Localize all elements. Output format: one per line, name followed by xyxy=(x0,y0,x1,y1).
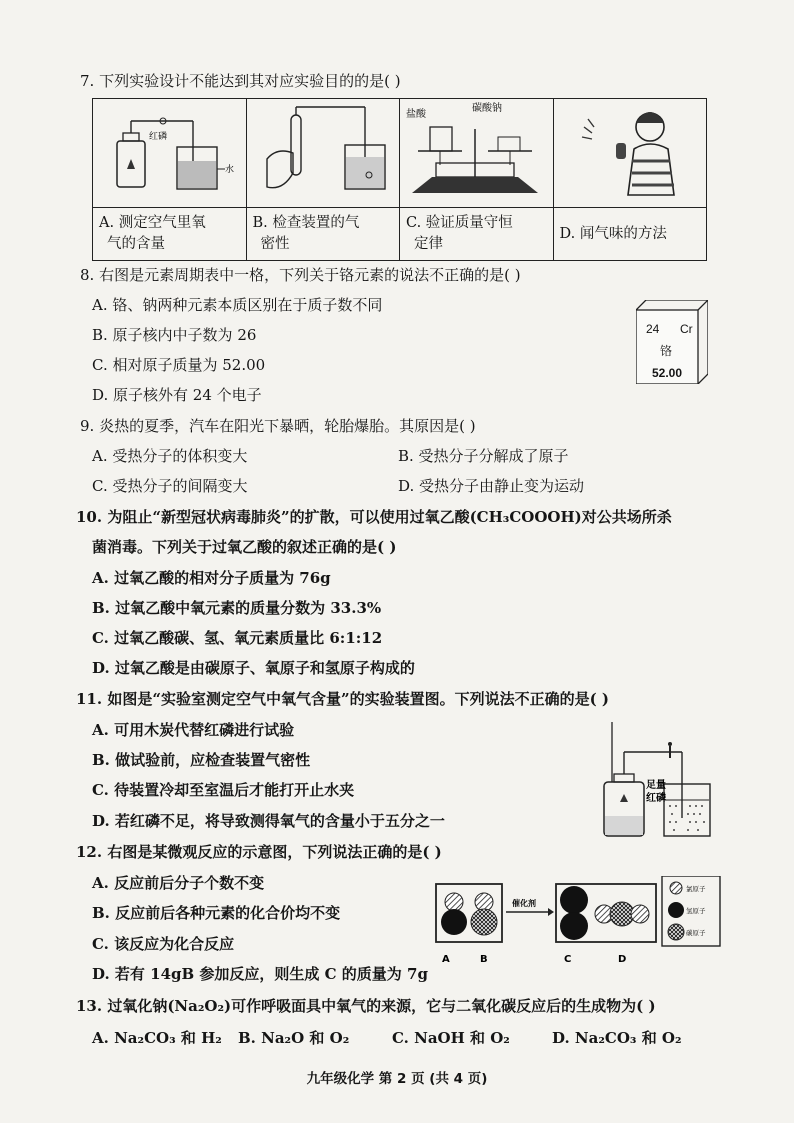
q13-option-d: D. Na₂CO₃ 和 O₂ xyxy=(552,1029,682,1047)
q10-stem-2: 菌消毒。下列关于过氧乙酸的叙述正确的是( ) xyxy=(92,538,397,556)
q8-stem: 8. 右图是元素周期表中一格，下列关于铬元素的说法不正确的是( ) xyxy=(80,266,521,284)
q7-label-acid: 盐酸 xyxy=(406,109,426,120)
q9-option-a: A. 受热分子的体积变大 xyxy=(92,447,248,465)
q13-option-a: A. Na₂CO₃ 和 H₂ xyxy=(92,1029,222,1047)
q12-letter-c: C xyxy=(564,954,572,965)
cell-name: 铬 xyxy=(660,344,673,358)
q10-option-b: B. 过氧乙酸中氧元素的质量分数为 33.3% xyxy=(92,599,382,617)
q8-option-a: A. 铬、钠两种元素本质区别在于质子数不同 xyxy=(92,296,383,314)
q13-option-b: B. Na₂O 和 O₂ xyxy=(238,1029,350,1047)
q11-stem: 11. 如图是“实验室测定空气中氧气含量”的实验装置图。下列说法不正确的是( ) xyxy=(76,690,609,708)
q9-option-b: B. 受热分子分解成了原子 xyxy=(398,447,569,465)
q11-label-1: 足量 xyxy=(646,780,666,791)
q7-option-c xyxy=(400,208,554,261)
q7-option-b xyxy=(246,208,400,261)
q7-option-a-line2: 气的含量 xyxy=(107,236,165,252)
q13-stem: 13. 过氧化钠(Na₂O₂)可作呼吸面具中氧气的来源，它与二氧化碳反应后的生成物为( ) xyxy=(76,997,656,1015)
q8-option-b: B. 原子核内中子数为 26 xyxy=(92,326,257,344)
q12-option-c: C. 该反应为化合反应 xyxy=(92,935,235,953)
q12-catalyst-label: 催化剂 xyxy=(512,899,536,908)
q11-apparatus xyxy=(590,722,718,842)
q12-option-b: B. 反应前后各种元素的化合价均不变 xyxy=(92,904,341,922)
q7-option-a-line1: A. 测定空气里氧 xyxy=(99,215,206,231)
q11-option-c: C. 待装置冷却至室温后才能打开止水夹 xyxy=(92,781,355,799)
q11-option-b: B. 做试验前，应检查装置气密性 xyxy=(92,751,311,769)
q12-letter-a: A xyxy=(442,954,450,965)
q7-image-c xyxy=(400,99,554,208)
q10-option-d: D. 过氧乙酸是由碳原子、氧原子和氢原子构成的 xyxy=(92,659,415,677)
q11-label-2: 红磷 xyxy=(646,793,666,804)
q7-option-b-line1: B. 检查装置的气 xyxy=(252,215,360,231)
q12-option-a: A. 反应前后分子个数不变 xyxy=(92,874,265,892)
q10-option-c: C. 过氧乙酸碳、氢、氧元素质量比 6:1:12 xyxy=(92,629,383,647)
q10-option-a: A. 过氧乙酸的相对分子质量为 76g xyxy=(92,569,331,587)
q7-image-b xyxy=(246,99,400,208)
periodic-cell-cr xyxy=(636,300,708,384)
q12-legend-2: 氢原子 xyxy=(686,907,706,915)
q8-option-d: D. 原子核外有 24 个电子 xyxy=(92,386,262,404)
q9-option-c: C. 受热分子的间隔变大 xyxy=(92,477,248,495)
q7-option-a xyxy=(93,208,247,261)
q12-option-d: D. 若有 14gB 参加反应，则生成 C 的质量为 7g xyxy=(92,965,428,983)
q7-table xyxy=(92,98,707,261)
cell-symbol: Cr xyxy=(680,322,693,336)
q9-option-d: D. 受热分子由静止变为运动 xyxy=(398,477,585,495)
cell-atomic-number: 24 xyxy=(646,322,660,336)
q7-label-red-p: 红磷 xyxy=(149,132,168,142)
q9-stem: 9. 炎热的夏季，汽车在阳光下暴晒，轮胎爆胎。其原因是( ) xyxy=(80,417,476,435)
q7-option-c-line1: C. 验证质量守恒 xyxy=(406,215,513,231)
q12-letter-b: B xyxy=(480,954,488,965)
q7-option-c-line2: 定律 xyxy=(414,236,443,252)
q11-option-d: D. 若红磷不足，将导致测得氧气的含量小于五分之一 xyxy=(92,812,445,830)
q7-option-b-line2: 密性 xyxy=(260,236,290,252)
q7-label-carbonate: 碳酸钠 xyxy=(472,103,502,114)
q12-legend-1: 氯原子 xyxy=(686,885,706,893)
q7-option-d xyxy=(553,208,707,261)
q7-stem: 7. 下列实验设计不能达到其对应实验目的的是( ) xyxy=(80,72,401,90)
cell-mass: 52.00 xyxy=(652,366,683,380)
q7-image-d xyxy=(553,99,707,208)
q12-reaction-diagram xyxy=(432,876,722,968)
q12-letter-d: D xyxy=(618,954,627,965)
q12-stem: 12. 右图是某微观反应的示意图，下列说法正确的是( ) xyxy=(76,843,442,861)
q8-option-c: C. 相对原子质量为 52.00 xyxy=(92,356,266,374)
q13-option-c: C. NaOH 和 O₂ xyxy=(392,1029,510,1047)
q12-legend-3: 碳原子 xyxy=(686,929,706,937)
q7-option-d-line1: D. 闻气味的方法 xyxy=(559,225,667,242)
q7-image-a xyxy=(93,99,247,208)
page-footer: 九年级化学 第 2 页 (共 4 页) xyxy=(306,1071,488,1087)
q11-option-a: A. 可用木炭代替红磷进行试验 xyxy=(92,721,295,739)
q7-label-water: 水 xyxy=(225,165,235,175)
q10-stem-1: 10. 为阻止“新型冠状病毒肺炎”的扩散，可以使用过氧乙酸(CH₃COOOH)对公共场所杀 xyxy=(76,508,672,526)
